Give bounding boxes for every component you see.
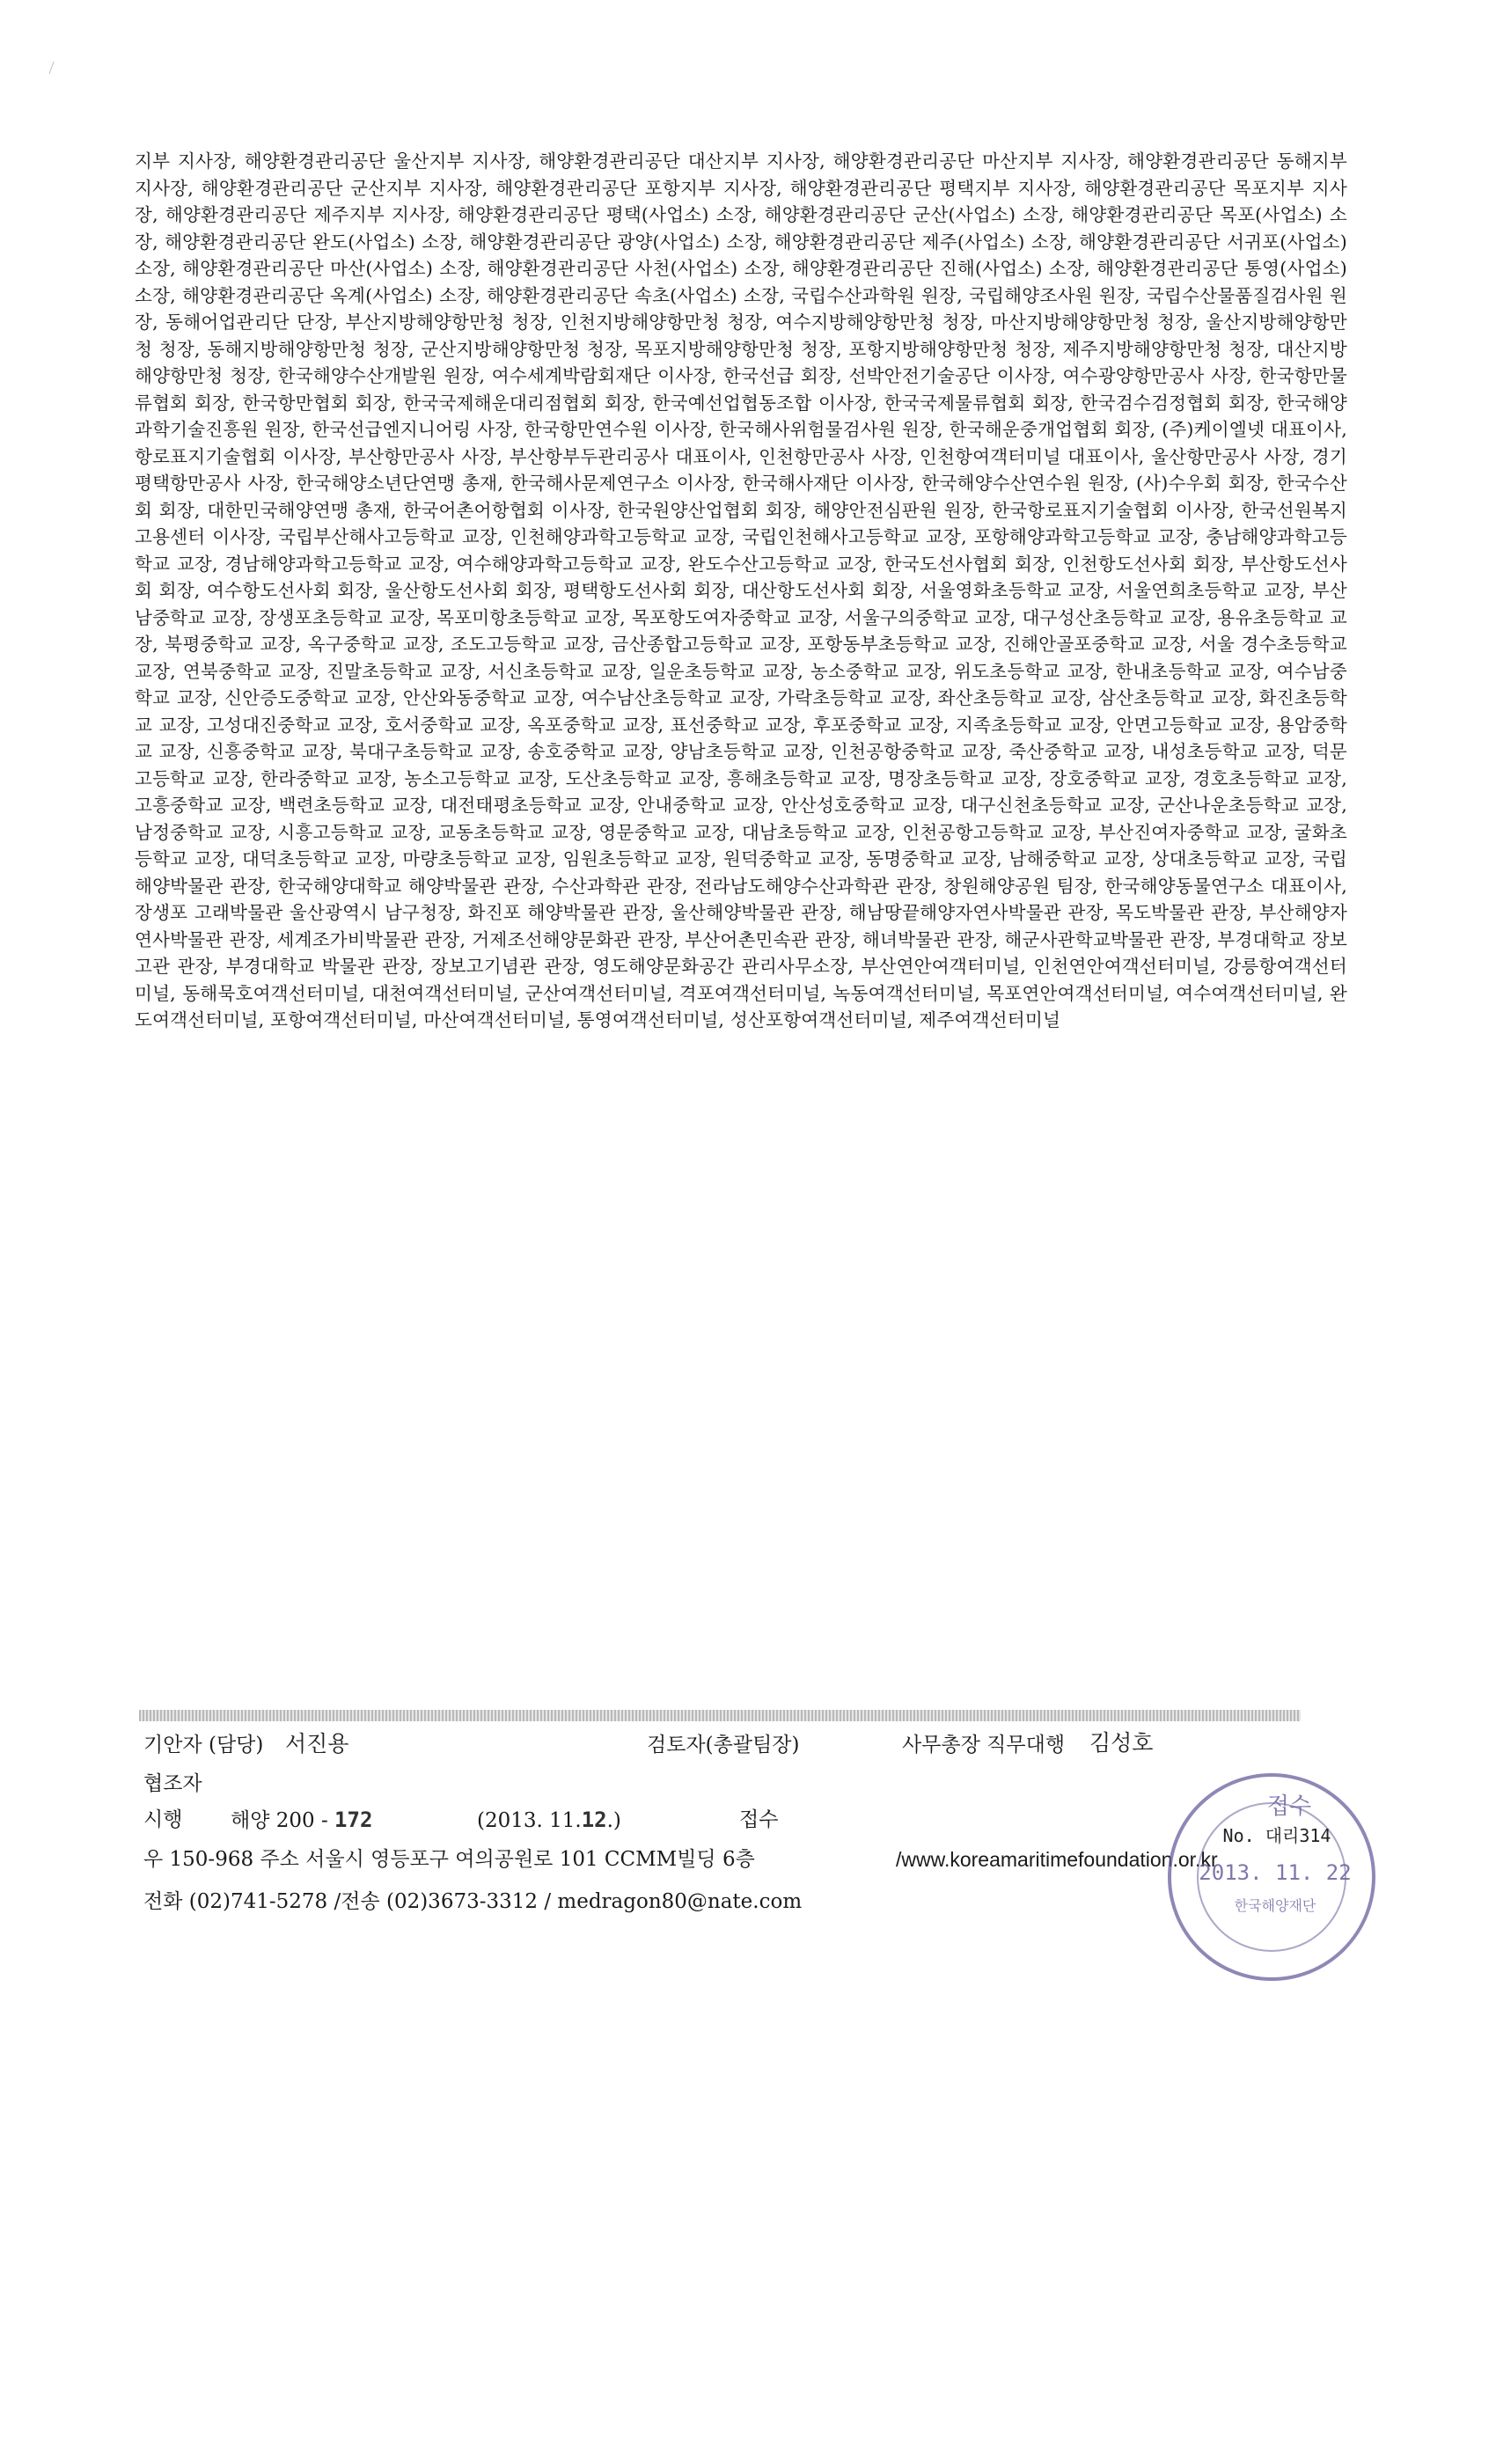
stamp-date: 2013. 11. 22 [1199,1860,1352,1885]
receipt-label: 접수 [739,1808,779,1831]
enforce-date-suffix: .) [606,1809,621,1832]
enforce-date-prefix: (2013. 11. [477,1809,582,1832]
website-link[interactable]: /www.koreamaritimefoundation.or.kr [896,1848,1218,1871]
drafter-label: 기안자 (담당) [143,1734,264,1756]
enforce-label: 시행 [143,1808,183,1831]
receipt-stamp [1160,1764,1384,1989]
distribution-list: 지부 지사장, 해양환경관리공단 울산지부 지사장, 해양환경관리공단 대산지부 지사장, 해양환경관리공단 마산지부 지사장, 해양환경관리공단 동해지부 지사장, 해양환경관리공단 군산지부 지사장, 해양환경관리공단 포항지부 지사장, 해양환경관리공단 평택지부 지사장, 해양환경관리공단 목포지부 지사장, 해양환경관리공단 제주지부 지사장, 해양환경관리공단 평택(사업소) 소장, 해양환경관리공단 군산(사업소) 소장, 해양환경관리공단 목포(사업소) 소장, 해양환경관리공단 완도(사업소) 소장, 해양환경관리공단 광양(사업소) 소장, 해양환경관리공단 제주(사업소) 소장, 해양환경관리공단 서귀포(사업소) 소장, 해양환경관리공단 마산(사업소) 소장, 해양환경관리공단 사천(사업소) 소장, 해양환경관리공단 진해(사업소) 소장, 해양환경관리공단 통영(사업소) 소장, 해양환경관리공단 옥계(사업소) 소장, 해양환경관리공단 속초(사업소) 소장, 국립수산과학원 원장, 국립해양조사원 원장, 국립수산물품질검사원 원장, 동해어업관리단 단장, 부산지방해양항만청 청장, 인천지방해양항만청 청장, 여수지방해양항만청 청장, 마산지방해양항만청 청장, 울산지방해양항만청 청장, 동해지방해양항만청 청장, 군산지방해양항만청 청장, 목포지방해양항만청 청장, 포항지방해양항만청 청장, 제주지방해양항만청 청장, 대산지방해양항만청 청장, 한국해양수산개발원 원장, 여수세계박람회재단 이사장, 한국선급 회장, 선박안전기술공단 이사장, 여수광양항만공사 사장, 한국항만물류협회 회장, 한국항만협회 회장, 한국국제해운대리점협회 회장, 한국예선업협동조합 이사장, 한국국제물류협회 회장, 한국검수검정협회 회장, 한국해양과학기술진흥원 원장, 한국선급엔지니어링 사장, 한국항만연수원 이사장, 한국해사위험물검사원 원장, 한국해운중개업협회 회장, (주)케이엘넷 대표이사, 항로표지기술협회 이사장, 부산항만공사 사장, 부산항부두관리공사 대표이사, 인천항만공사 사장, 인천항여객터미널 대표이사, 울산항만공사 사장, 경기평택항만공사 사장, 한국해양소년단연맹 총재, 한국해사문제연구소 이사장, 한국해사재단 이사장, 한국해양수산연수원 원장, (사)수우회 회장, 한국수산회 회장, 대한민국해양연맹 총재, 한국어촌어항협회 이사장, 한국원양산업협회 회장, 해양안전심판원 원장, 한국항로표지기술협회 이사장, 한국선원복지고용센터 이사장, 국립부산해사고등학교 교장, 인천해양과학고등학교 교장, 국립인천해사고등학교 교장, 포항해양과학고등학교 교장, 충남해양과학고등학교 교장, 경남해양과학고등학교 교장, 여수해양과학고등학교 교장, 완도수산고등학교 교장, 한국도선사협회 회장, 인천항도선사회 회장, 부산항도선사회 회장, 여수항도선사회 회장, 울산항도선사회 회장, 평택항도선사회 회장, 대산항도선사회 회장, 서울영화초등학교 교장, 서울연희초등학교 교장, 부산남중학교 교장, 장생포초등학교 교장, 목포미항초등학교 교장, 목포항도여자중학교 교장, 서울구의중학교 교장, 대구성산초등학교 교장, 용유초등학교 교장, 북평중학교 교장, 옥구중학교 교장, 조도고등학교 교장, 금산종합고등학교 교장, 포항동부초등학교 교장, 진해안골포중학교 교장, 서울 경수초등학교 교장, 연북중학교 교장, 진말초등학교 교장, 서신초등학교 교장, 일운초등학교 교장, 농소중학교 교장, 위도초등학교 교장, 한내초등학교 교장, 여수남중학교 교장, 신안증도중학교 교장, 안산와동중학교 교장, 여수남산초등학교 교장, 가락초등학교 교장, 좌산초등학교 교장, 삼산초등학교 교장, 화진초등학교 교장, 고성대진중학교 교장, 호서중학교 교장, 옥포중학교 교장, 표선중학교 교장, 후포중학교 교장, 지족초등학교 교장, 안면고등학교 교장, 용암중학교 교장, 신흥중학교 교장, 북대구초등학교 교장, 송호중학교 교장, 양남초등학교 교장, 인천공항중학교 교장, 죽산중학교 교장, 내성초등학교 교장, 덕문고등학교 교장, 한라중학교 교장, 농소고등학교 교장, 도산초등학교 교장, 흥해초등학교 교장, 명장초등학교 교장, 장호중학교 교장, 경호초등학교 교장, 고흥중학교 교장, 백련초등학교 교장, 대전태평초등학교 교장, 안내중학교 교장, 안산성호중학교 교장, 대구신천초등학교 교장, 군산나운초등학교 교장, 남정중학교 교장, 시흥고등학교 교장, 교동초등학교 교장, 영문중학교 교장, 대남초등학교 교장, 인천공항고등학교 교장, 부산진여자중학교 교장, 굴화초등학교 교장, 대덕초등학교 교장, 마량초등학교 교장, 임원초등학교 교장, 원덕중학교 교장, 동명중학교 교장, 남해중학교 교장, 상대초등학교 교장, 국립해양박물관 관장, 한국해양대학교 해양박물관 관장, 수산과학관 관장, 전라남도해양수산과학관 관장, 창원해양공원 팀장, 한국해양동물연구소 대표이사, 장생포 고래박물관 울산광역시 남구청장, 화진포 해양박물관 관장, 울산해양박물관 관장, 해남땅끝해양자연사박물관 관장, 목도박물관 관장, 부산해양자연사박물관 관장, 세계조가비박물관 관장, 거제조선해양문화관 관장, 부산어촌민속관 관장, 해녀박물관 관장, 해군사관학교박물관 관장, 부경대학교 장보고관 관장, 부경대학교 박물관 관장, 장보고기념관 관장, 영도해양문화공간 관리사무소장, 부산연안여객터미널, 인천연안여객선터미널, 강릉항여객선터미널, 동해묵호여객선터미널, 대천여객선터미널, 군산여객선터미널, 격포여객선터미널, 녹동여객선터미널, 목포연안여객선터미널, 여수여객선터미널, 완도여객선터미널, 포항여객선터미널, 마산여객선터미널, 통영여객선터미널, 성산포항여객선터미널, 제주여객선터미널 [135,150,1347,1030]
stamp-label: 접수 [1266,1793,1312,1820]
approver-name: 김성호 [1089,1730,1154,1756]
enforce-number [231,1807,372,1834]
enforce-date [477,1807,621,1834]
reviewer-label: 검토자(총괄팀장) [647,1734,800,1756]
enforce-number-handwritten: 172 [334,1808,373,1832]
cooperator-label: 협조자 [143,1772,202,1795]
address: 우 150-968 주소 서울시 영등포구 여의공원로 101 CCMM빌딩 6층 [143,1848,755,1871]
enforce-number-prefix: 해양 200 - [231,1809,328,1832]
drafter-name: 서진용 [285,1731,349,1756]
stamp-number: No. 대리314 [1222,1825,1331,1846]
enforce-date-handwritten: 12 [581,1808,607,1832]
approver-label: 사무총장 직무대행 [902,1734,1066,1756]
stamp-organization: 한국해양재단 [1234,1897,1316,1914]
contact-line: 전화 (02)741-5278 /전송 (02)3673-3312 / medragon80@nate.com [143,1890,803,1913]
